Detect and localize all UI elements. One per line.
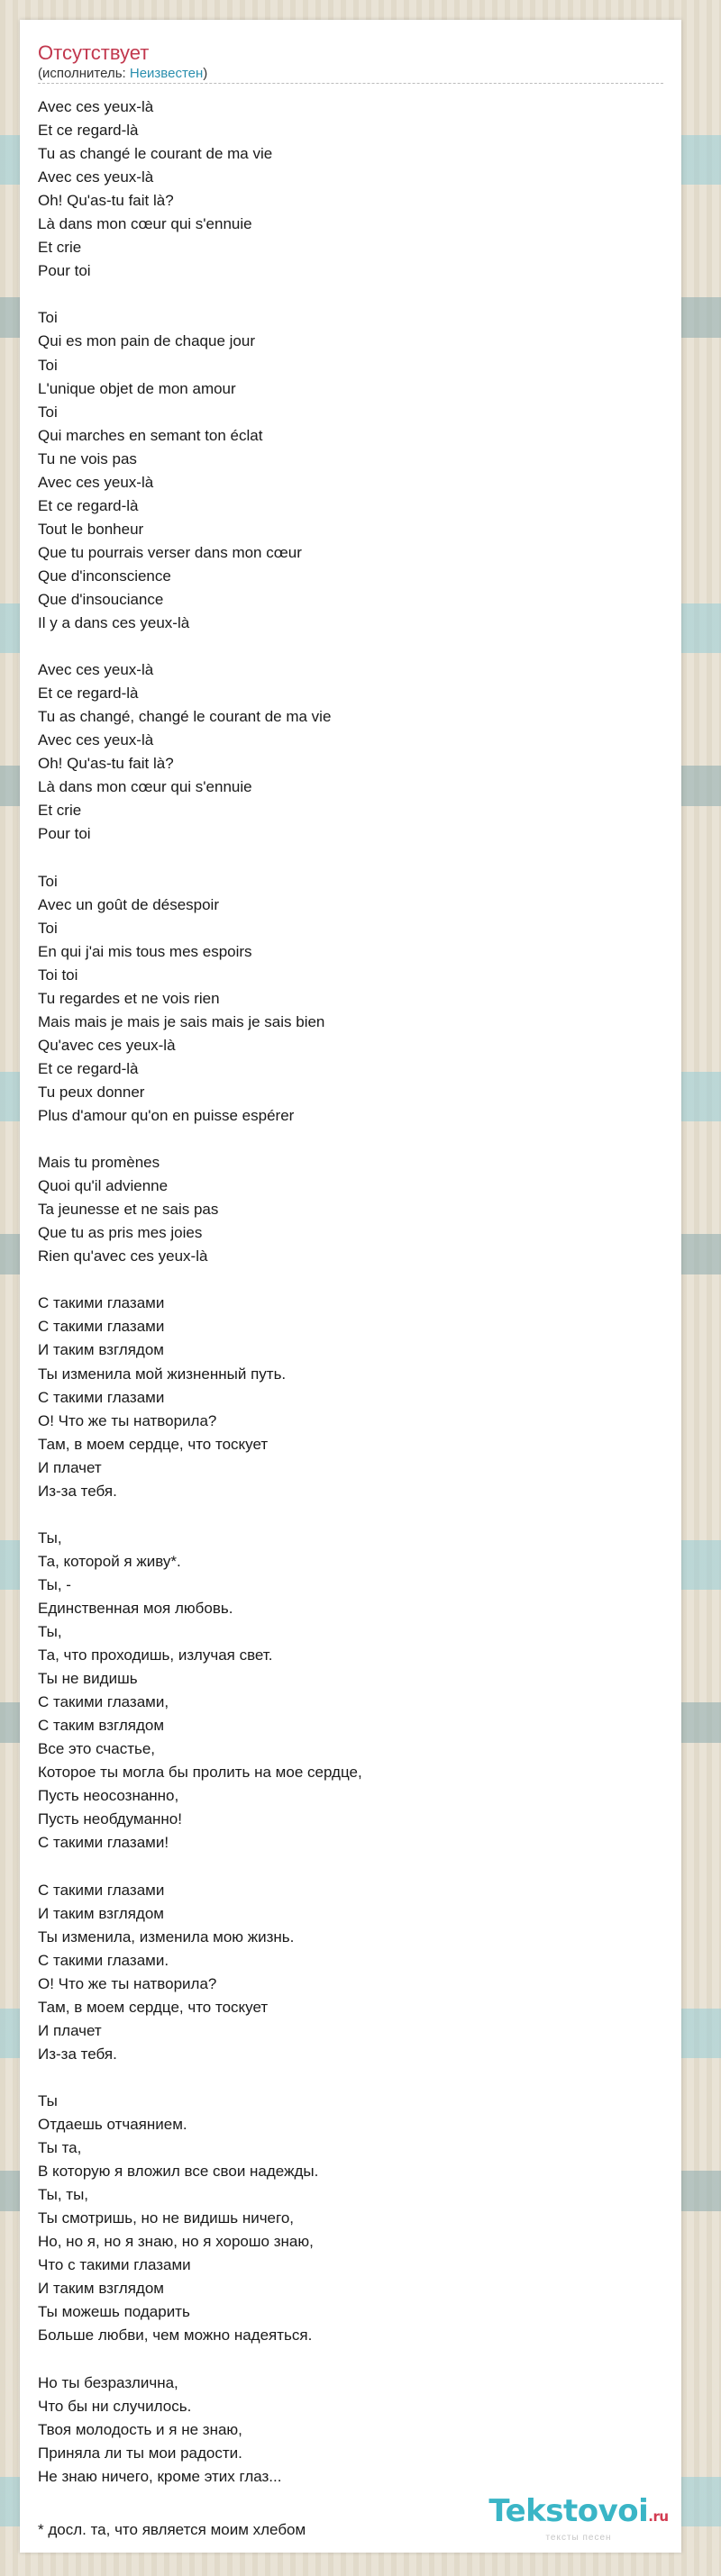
lyric-line: Ты	[38, 2091, 58, 2109]
lyric-line: Rien qu'avec ces yeux-là	[38, 1247, 208, 1265]
lyric-line: Qui es mon pain de chaque jour	[38, 332, 255, 350]
lyric-line: Tu as changé, changé le courant de ma vie	[38, 708, 332, 726]
lyric-line: Твоя молодость и я не знаю,	[38, 2420, 242, 2438]
lyric-line: Из-за тебя.	[38, 2045, 117, 2063]
lyric-line: Ты,	[38, 1623, 62, 1641]
lyrics-text	[38, 95, 663, 2489]
lyric-line: И таким взглядом	[38, 2280, 164, 2298]
artist-link[interactable]: Неизвестен	[129, 66, 204, 81]
lyric-line: Oh! Qu'as-tu fait là?	[38, 192, 174, 210]
lyric-line: Oh! Qu'as-tu fait là?	[38, 755, 174, 773]
site-logo[interactable]	[488, 2495, 669, 2544]
lyric-line: Toi	[38, 872, 58, 890]
lyric-line: Tu peux donner	[38, 1083, 145, 1101]
lyric-line: В которую я вложил все свои надежды.	[38, 2163, 319, 2181]
lyric-line: Пусть необдуманно!	[38, 1810, 182, 1828]
lyric-line: Что с такими глазами	[38, 2256, 191, 2274]
lyric-line: Ты смотришь, но не видишь ничего,	[38, 2209, 295, 2227]
lyric-line: Ты можешь подарить	[38, 2303, 190, 2321]
artist-line	[38, 66, 207, 82]
lyric-line: Avec ces yeux-là	[38, 98, 154, 115]
lyric-line: Ты,	[38, 1528, 62, 1547]
lyric-line: С такими глазами,	[38, 1693, 169, 1711]
lyric-line: С такими глазами	[38, 1294, 165, 1312]
lyric-line: Ты изменила, изменила мою жизнь.	[38, 1927, 295, 1946]
lyric-line: Что бы ни случилось.	[38, 2397, 192, 2415]
lyric-line: Ты изменила мой жизненный путь.	[38, 1365, 287, 1383]
lyric-line: Avec ces yeux-là	[38, 473, 154, 491]
footnote: * досл. та, что является моим хлебом	[38, 2521, 306, 2538]
lyric-line: En qui j'ai mis tous mes espoirs	[38, 942, 252, 960]
lyric-line: Qu'avec ces yeux-là	[38, 1036, 176, 1054]
lyric-line: И плачет	[38, 1458, 102, 1476]
lyric-line: Но, но я, но я знаю, но я хорошо знаю,	[38, 2233, 314, 2251]
logo-suffix: .ru	[648, 2508, 669, 2525]
lyric-line: Toi	[38, 309, 58, 327]
lyric-line: Которое ты могла бы пролить на мое сердце,	[38, 1764, 362, 1782]
lyric-line: Mais mais je mais je sais mais je sais bien	[38, 1012, 325, 1030]
lyric-line: Avec ces yeux-là	[38, 661, 154, 679]
lyric-line: Ты, ты,	[38, 2186, 89, 2204]
lyric-line: Et ce regard-là	[38, 685, 139, 703]
lyric-line: L'unique objet de mon amour	[38, 379, 236, 397]
lyric-line: Là dans mon cœur qui s'ennuie	[38, 778, 252, 796]
lyric-line: О! Что же ты натворила?	[38, 1974, 217, 1992]
lyric-line: И таким взглядом	[38, 1341, 164, 1359]
lyric-line: Que d'insouciance	[38, 590, 164, 608]
lyric-line: С такими глазами.	[38, 1951, 169, 1969]
lyric-line: Il y a dans ces yeux-là	[38, 614, 190, 632]
lyric-line: Avec ces yeux-là	[38, 731, 154, 749]
lyric-line: Но ты безразлична,	[38, 2373, 178, 2391]
lyric-line: Приняла ли ты мои радости.	[38, 2444, 242, 2462]
lyrics-page	[20, 20, 681, 2553]
artist-prefix: (исполнитель:	[38, 66, 130, 81]
lyric-line: Avec un goût de désespoir	[38, 895, 219, 913]
lyric-line: Ты, -	[38, 1575, 71, 1593]
lyric-line: Ты не видишь	[38, 1670, 138, 1688]
lyric-line: Que tu as pris mes joies	[38, 1224, 203, 1242]
lyric-line: Quoi qu'il advienne	[38, 1177, 169, 1195]
lyric-line: Пусть неосознанно,	[38, 1787, 179, 1805]
lyric-line: Et ce regard-là	[38, 1059, 139, 1077]
lyric-line: Pour toi	[38, 825, 91, 843]
logo-text: Tekstovoi	[488, 2493, 649, 2529]
lyric-line: Ты та,	[38, 2139, 82, 2157]
lyric-line: Que d'inconscience	[38, 567, 171, 585]
lyric-line: Que tu pourrais verser dans mon cœur	[38, 543, 302, 561]
lyric-line: Tu ne vois pas	[38, 449, 137, 467]
lyric-line: С такими глазами!	[38, 1834, 169, 1852]
lyric-line: Tout le bonheur	[38, 520, 144, 538]
lyric-line: Plus d'amour qu'on en puisse espérer	[38, 1107, 295, 1125]
lyric-line: Tu as changé le courant de ma vie	[38, 145, 273, 163]
lyric-line: Больше любви, чем можно надеяться.	[38, 2327, 313, 2345]
lyric-line: С такими глазами	[38, 1388, 165, 1406]
lyric-line: Et crie	[38, 802, 82, 820]
lyric-line: Не знаю ничего, кроме этих глаз...	[38, 2467, 282, 2485]
lyric-line: Et crie	[38, 239, 82, 257]
lyric-line: Toi	[38, 356, 58, 374]
lyric-line: Ta jeunesse et ne sais pas	[38, 1201, 219, 1219]
lyric-line: Avec ces yeux-là	[38, 168, 154, 186]
lyric-line: Là dans mon cœur qui s'ennuie	[38, 215, 252, 233]
logo-wordmark	[488, 2495, 669, 2533]
header-divider	[38, 83, 663, 84]
lyric-line: Единственная моя любовь.	[38, 1600, 233, 1617]
lyric-line: И таким взглядом	[38, 1904, 164, 1922]
artist-suffix: )	[203, 66, 208, 81]
logo-subtitle: тексты песен	[545, 2533, 612, 2543]
lyric-line: С таким взглядом	[38, 1717, 165, 1735]
lyric-line: Mais tu promènes	[38, 1154, 160, 1172]
lyric-line: Там, в моем сердце, что тоскует	[38, 1998, 269, 2016]
lyric-line: Там, в моем сердце, что тоскует	[38, 1435, 269, 1453]
lyric-line: С такими глазами	[38, 1881, 165, 1899]
lyric-line: С такими глазами	[38, 1318, 165, 1336]
lyric-line: Отдаешь отчаянием.	[38, 2116, 187, 2134]
lyric-line: Та, которой я живу*.	[38, 1552, 181, 1570]
lyric-line: Из-за тебя.	[38, 1482, 117, 1500]
lyric-line: Pour toi	[38, 262, 91, 280]
lyric-line: О! Что же ты натворила?	[38, 1411, 217, 1429]
lyric-line: Tu regardes et ne vois rien	[38, 989, 220, 1007]
lyric-line: Qui marches en semant ton éclat	[38, 426, 263, 444]
lyric-line: Et ce regard-là	[38, 122, 139, 140]
lyric-line: Toi	[38, 403, 58, 421]
lyric-line: Toi	[38, 919, 58, 937]
lyric-line: Et ce regard-là	[38, 496, 139, 514]
song-title: Отсутствует	[38, 41, 150, 64]
lyric-line: Та, что проходишь, излучая свет.	[38, 1646, 273, 1664]
lyric-line: И плачет	[38, 2021, 102, 2039]
lyric-line: Все это счастье,	[38, 1740, 156, 1758]
lyric-line: Toi toi	[38, 966, 78, 984]
